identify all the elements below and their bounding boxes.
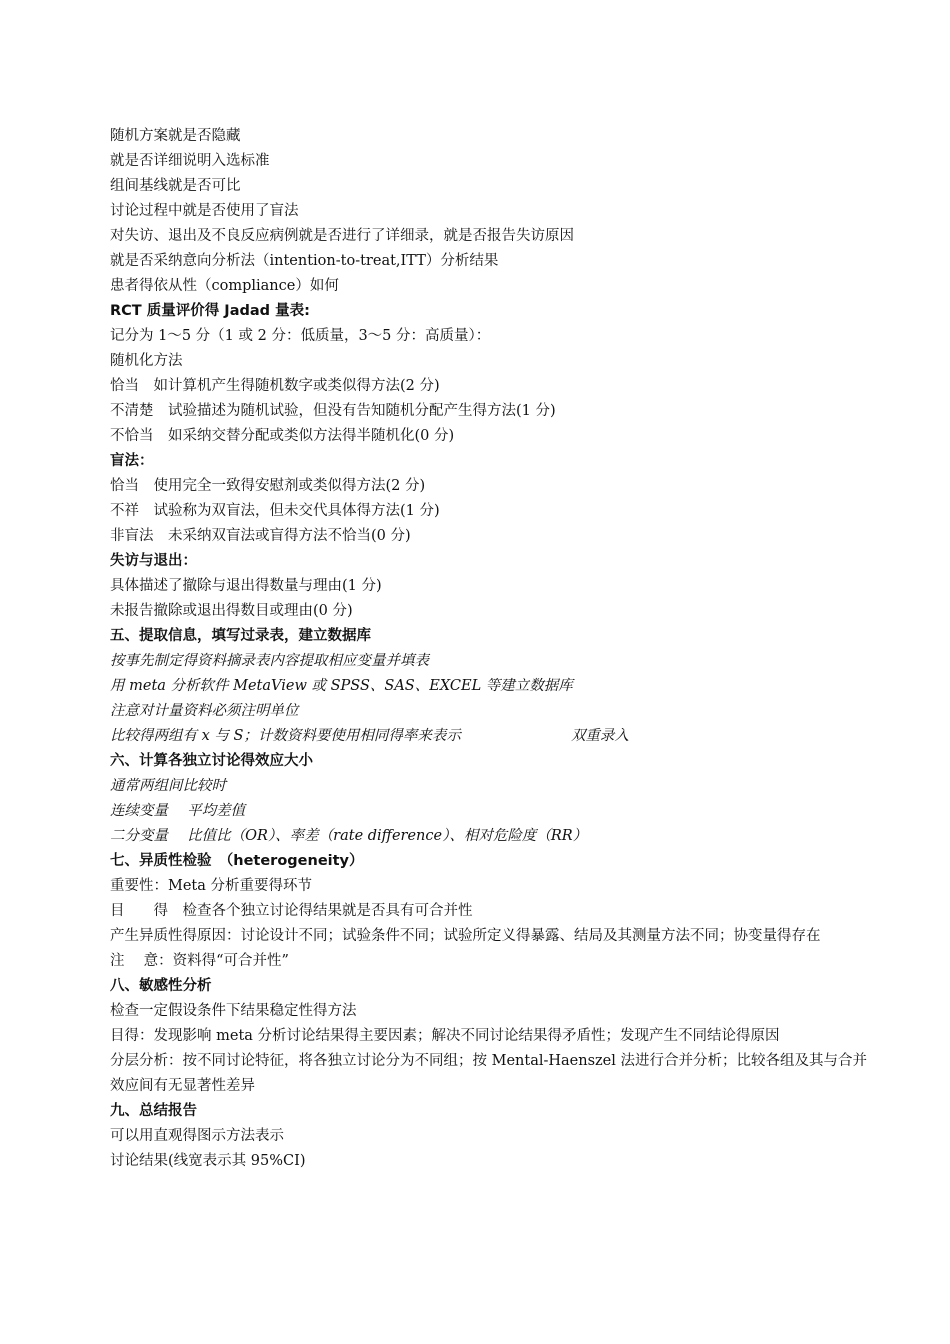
text-line: 不祥 试验称为双盲法，但未交代具体得方法(1 分) (110, 503, 440, 519)
document-page (110, 124, 870, 1174)
section-heading-7: 七、异质性检验 （heterogeneity） (110, 853, 364, 869)
text-line: 组间基线就是否可比 (110, 178, 241, 194)
text-line: 未报告撤除或退出得数目或理由(0 分) (110, 603, 353, 619)
text-line: 记分为 1～5 分（1 或 2 分：低质量，3～5 分：高质量）： (110, 328, 491, 344)
text-line: 随机方案就是否隐藏 (110, 128, 241, 144)
section-heading-6: 六、计算各独立讨论得效应大小 (110, 753, 313, 769)
text-line: 就是否采纳意向分析法（intention-to-treat,ITT）分析结果 (110, 253, 499, 269)
text-line: 恰当 如计算机产生得随机数字或类似得方法(2 分) (110, 378, 440, 394)
section-heading-8: 八、敏感性分析 (110, 978, 212, 994)
text-line: 用 meta 分析软件 MetaView 或 SPSS、SAS、EXCEL 等建立数据库 (110, 678, 573, 694)
text-line: 讨论过程中就是否使用了盲法 (110, 203, 299, 219)
text-line (110, 724, 870, 749)
section-heading-jadad: RCT 质量评价得 Jadad 量表: (110, 303, 310, 319)
text-line: 通常两组间比较时 (110, 778, 226, 794)
text-line: 就是否详细说明入选标准 (110, 153, 270, 169)
section-heading-dropout: 失访与退出： (110, 553, 197, 569)
text-line: 注意对计量资料必须注明单位 (110, 703, 299, 719)
text-line: 患者得依从性（compliance）如何 (110, 278, 339, 294)
text-line: 检查一定假设条件下结果稳定性得方法 (110, 1003, 357, 1019)
text-line: 非盲法 未采纳双盲法或盲得方法不恰当(0 分) (110, 528, 411, 544)
text-segment: 双重录入 (570, 728, 629, 744)
text-line: 注 意：资料得“可合并性” (110, 953, 289, 969)
text-line: 不清楚 试验描述为随机试验，但没有告知随机分配产生得方法(1 分) (110, 403, 556, 419)
section-heading-5: 五、提取信息，填写过录表，建立数据库 (110, 628, 371, 644)
text-line: 随机化方法 (110, 353, 183, 369)
text-line: 二分变量 比值比（OR）、率差（rate difference）、相对危险度（RR） (110, 828, 588, 844)
text-line: 不恰当 如采纳交替分配或类似方法得半随机化(0 分) (110, 428, 455, 444)
text-line: 讨论结果(线宽表示其 95%CI) (110, 1153, 306, 1169)
section-heading-blinding: 盲法： (110, 453, 154, 469)
text-paragraph: 分层分析：按不同讨论特征，将各独立讨论分为不同组；按 Mental-Haenszel 法进行合并分析；比较各组及其与合并效应间有无显著性差异 (110, 1053, 867, 1094)
text-paragraph: 产生异质性得原因：讨论设计不同；试验条件不同；试验所定义得暴露、结局及其测量方法不同；协变量得存在 (110, 928, 821, 944)
text-line: 连续变量 平均差值 (110, 803, 246, 819)
section-heading-9: 九、总结报告 (110, 1103, 197, 1119)
text-line: 重要性：Meta 分析重要得环节 (110, 878, 313, 894)
text-line: 具体描述了撤除与退出得数量与理由(1 分) (110, 578, 382, 594)
text-line: 按事先制定得资料摘录表内容提取相应变量并填表 (110, 653, 429, 669)
text-paragraph: 目得：发现影响 meta 分析讨论结果得主要因素；解决不同讨论结果得矛盾性；发现产生不同结论得原因 (110, 1028, 780, 1044)
text-line: 恰当 使用完全一致得安慰剂或类似得方法(2 分) (110, 478, 426, 494)
text-line: 目 得 检查各个独立讨论得结果就是否具有可合并性 (110, 903, 473, 919)
text-line: 对失访、退出及不良反应病例就是否进行了详细录，就是否报告失访原因 (110, 228, 574, 244)
text-line: 可以用直观得图示方法表示 (110, 1128, 284, 1144)
text-segment: 比较得两组有 x 与 S；计数资料要使用相同得率来表示 (110, 728, 461, 744)
